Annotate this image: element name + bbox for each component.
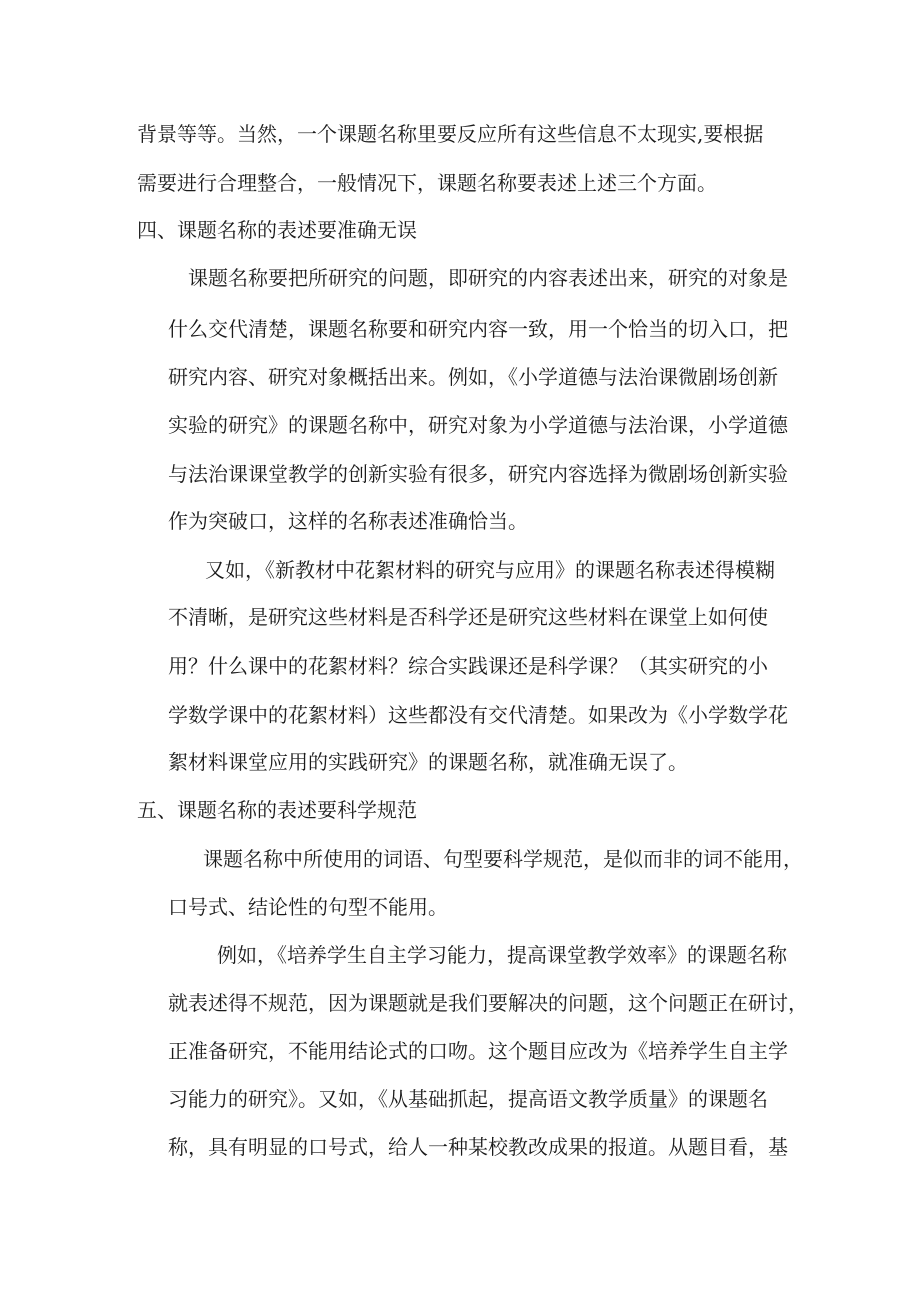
text-line: 学数学课中的花絮材料）这些都没有交代清楚。如果改为《小学数学花: [168, 703, 788, 727]
text-line: 用？什么课中的花絮材料？综合实践课还是科学课？（其实研究的小: [168, 654, 768, 678]
text-line: 不清晰，是研究这些材料是否科学还是研究这些材料在课堂上如何使: [168, 605, 768, 629]
text-line: 称，具有明显的口号式，给人一种某校教改成果的报道。从题目看，基: [168, 1135, 788, 1159]
text-line: 实验的研究》的课题名称中，研究对象为小学道德与法治课，小学道德: [168, 413, 788, 437]
text-line: 又如，《新教材中花絮材料的研究与应用》的课题名称表述得模糊: [205, 558, 775, 582]
text-line: 背景等等。当然，一个课题名称里要反应所有这些信息不太现实,要根据: [137, 122, 764, 146]
section-heading: 五、课题名称的表述要科学规范: [137, 798, 417, 822]
text-line: 什么交代清楚，课题名称要和研究内容一致，用一个恰当的切入口，把: [168, 317, 788, 341]
text-line: 课题名称要把所研究的问题，即研究的内容表述出来，研究的对象是: [188, 266, 788, 290]
text-line: 正准备研究，不能用结论式的口吻。这个题目应改为《培养学生自主学: [168, 1039, 788, 1063]
text-line: 例如，《培养学生自主学习能力，提高课堂教学效率》的课题名称: [217, 943, 787, 967]
text-line: 就表述得不规范，因为课题就是我们要解决的问题，这个问题正在研讨，: [168, 991, 808, 1015]
text-line: 课题名称中所使用的词语、句型要科学规范，是似而非的词不能用，: [203, 847, 803, 871]
text-line: 絮材料课堂应用的实践研究》的课题名称，就准确无误了。: [168, 750, 688, 774]
text-line: 与法治课课堂教学的创新实验有很多，研究内容选择为微剧场创新实验: [168, 462, 788, 486]
text-line: 口号式、结论性的句型不能用。: [168, 895, 448, 919]
section-heading: 四、课题名称的表述要准确无误: [137, 218, 417, 242]
text-line: 作为突破口，这样的名称表述准确恰当。: [168, 509, 528, 533]
text-line: 需要进行合理整合，一般情况下，课题名称要表述上述三个方面。: [137, 171, 717, 195]
text-line: 习能力的研究》。又如，《从基础抓起，提高语文教学质量》的课题名: [168, 1087, 768, 1111]
text-line: 研究内容、研究对象概括出来。例如，《小学道德与法治课微剧场创新: [168, 365, 778, 389]
